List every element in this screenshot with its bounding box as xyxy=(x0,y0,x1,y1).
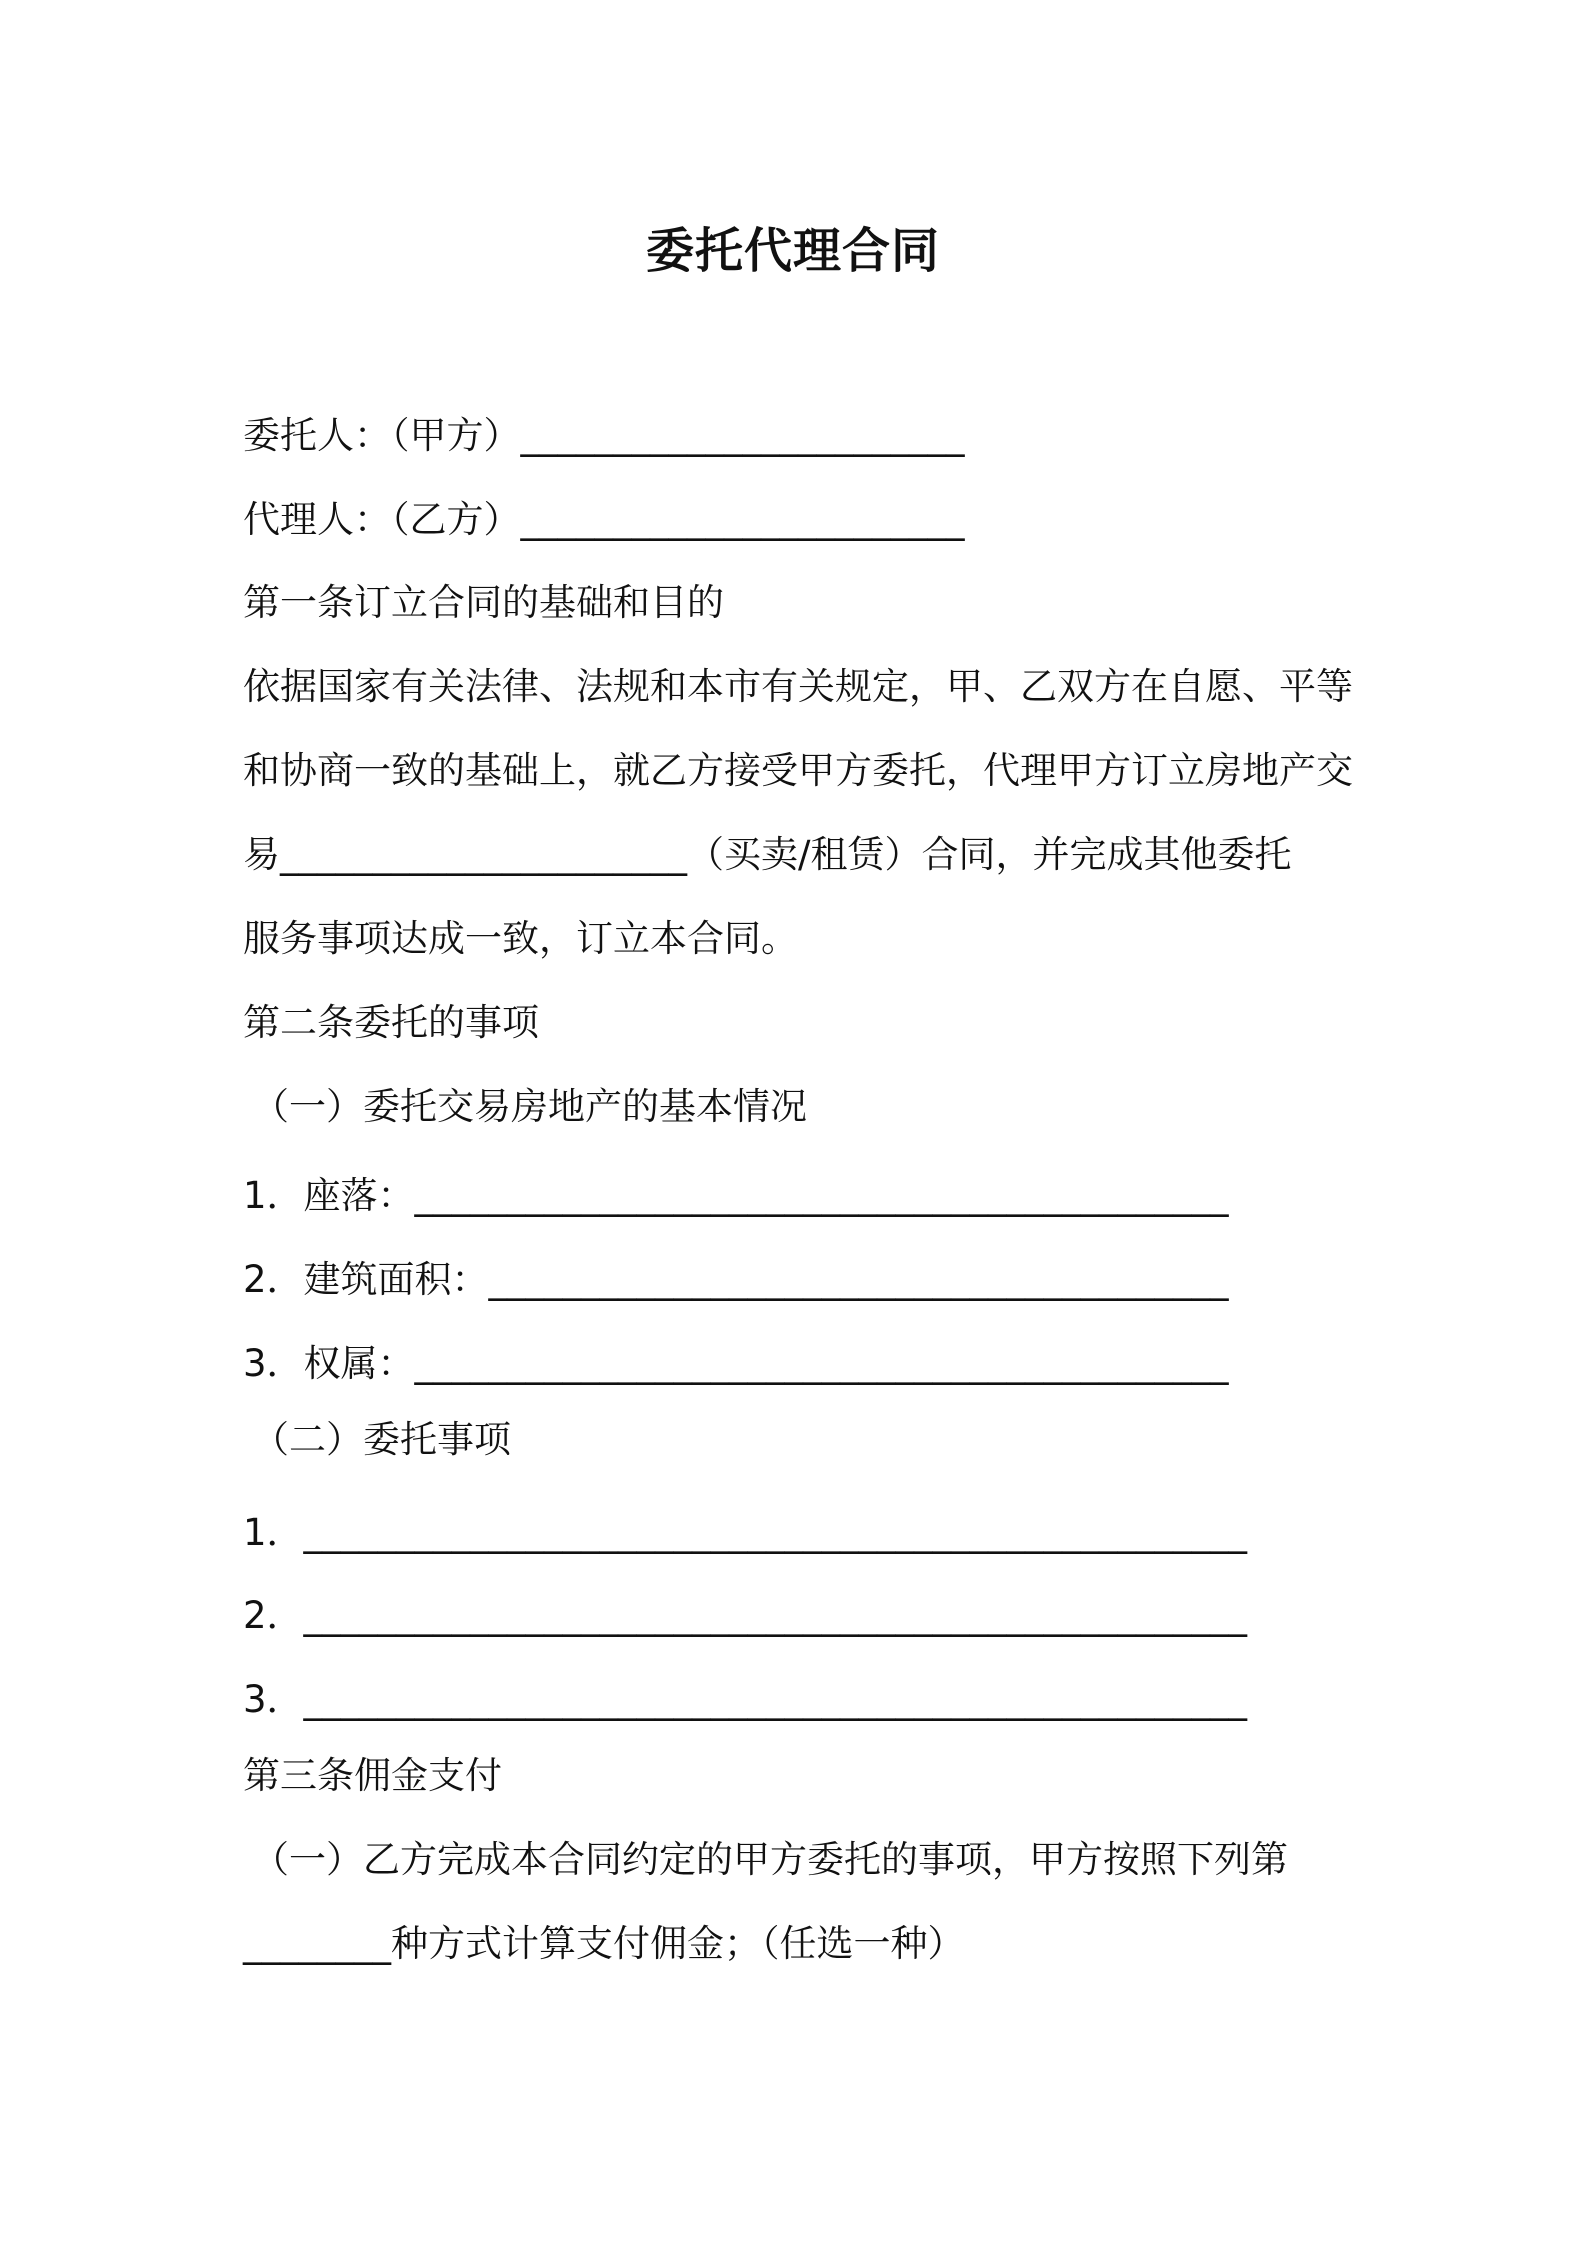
article-1-text-line-3: 易______________________（买卖/租赁）合同，并完成其他委托 xyxy=(243,833,1292,876)
commission-item-3: 3．___________________________________________________ xyxy=(243,1678,1248,1721)
agent-line: 代理人：（乙方）________________________ xyxy=(243,498,965,541)
section-2-1-heading: （一）委托交易房地产的基本情况 xyxy=(252,1085,807,1128)
commission-item-1: 1．___________________________________________________ xyxy=(243,1511,1248,1554)
document-title: 委托代理合同 xyxy=(645,223,940,279)
section-3-1-line-1: （一）乙方完成本合同约定的甲方委托的事项，甲方按照下列第 xyxy=(252,1838,1288,1881)
article-1-text-line-1: 依据国家有关法律、法规和本市有关规定，甲、乙双方在自愿、平等 xyxy=(243,665,1353,708)
article-2-heading: 第二条委托的事项 xyxy=(243,1001,539,1044)
section-3-1-line-2: ________种方式计算支付佣金；（任选一种） xyxy=(243,1922,965,1965)
article-3-heading: 第三条佣金支付 xyxy=(243,1754,502,1797)
principal-line: 委托人：（甲方）________________________ xyxy=(243,414,965,457)
commission-item-2: 2．___________________________________________________ xyxy=(243,1594,1248,1637)
location-line: 1．座落：____________________________________________ xyxy=(243,1174,1229,1217)
article-1-heading: 第一条订立合同的基础和目的 xyxy=(243,581,724,624)
article-1-text-line-2: 和协商一致的基础上，就乙方接受甲方委托，代理甲方订立房地产交 xyxy=(243,749,1353,792)
ownership-line: 3．权属：____________________________________________ xyxy=(243,1342,1229,1385)
article-1-text-line-4: 服务事项达成一致，订立本合同。 xyxy=(243,917,798,960)
section-2-2-heading: （二）委托事项 xyxy=(252,1418,511,1461)
floor-area-line: 2．建筑面积：________________________________________ xyxy=(243,1258,1229,1301)
